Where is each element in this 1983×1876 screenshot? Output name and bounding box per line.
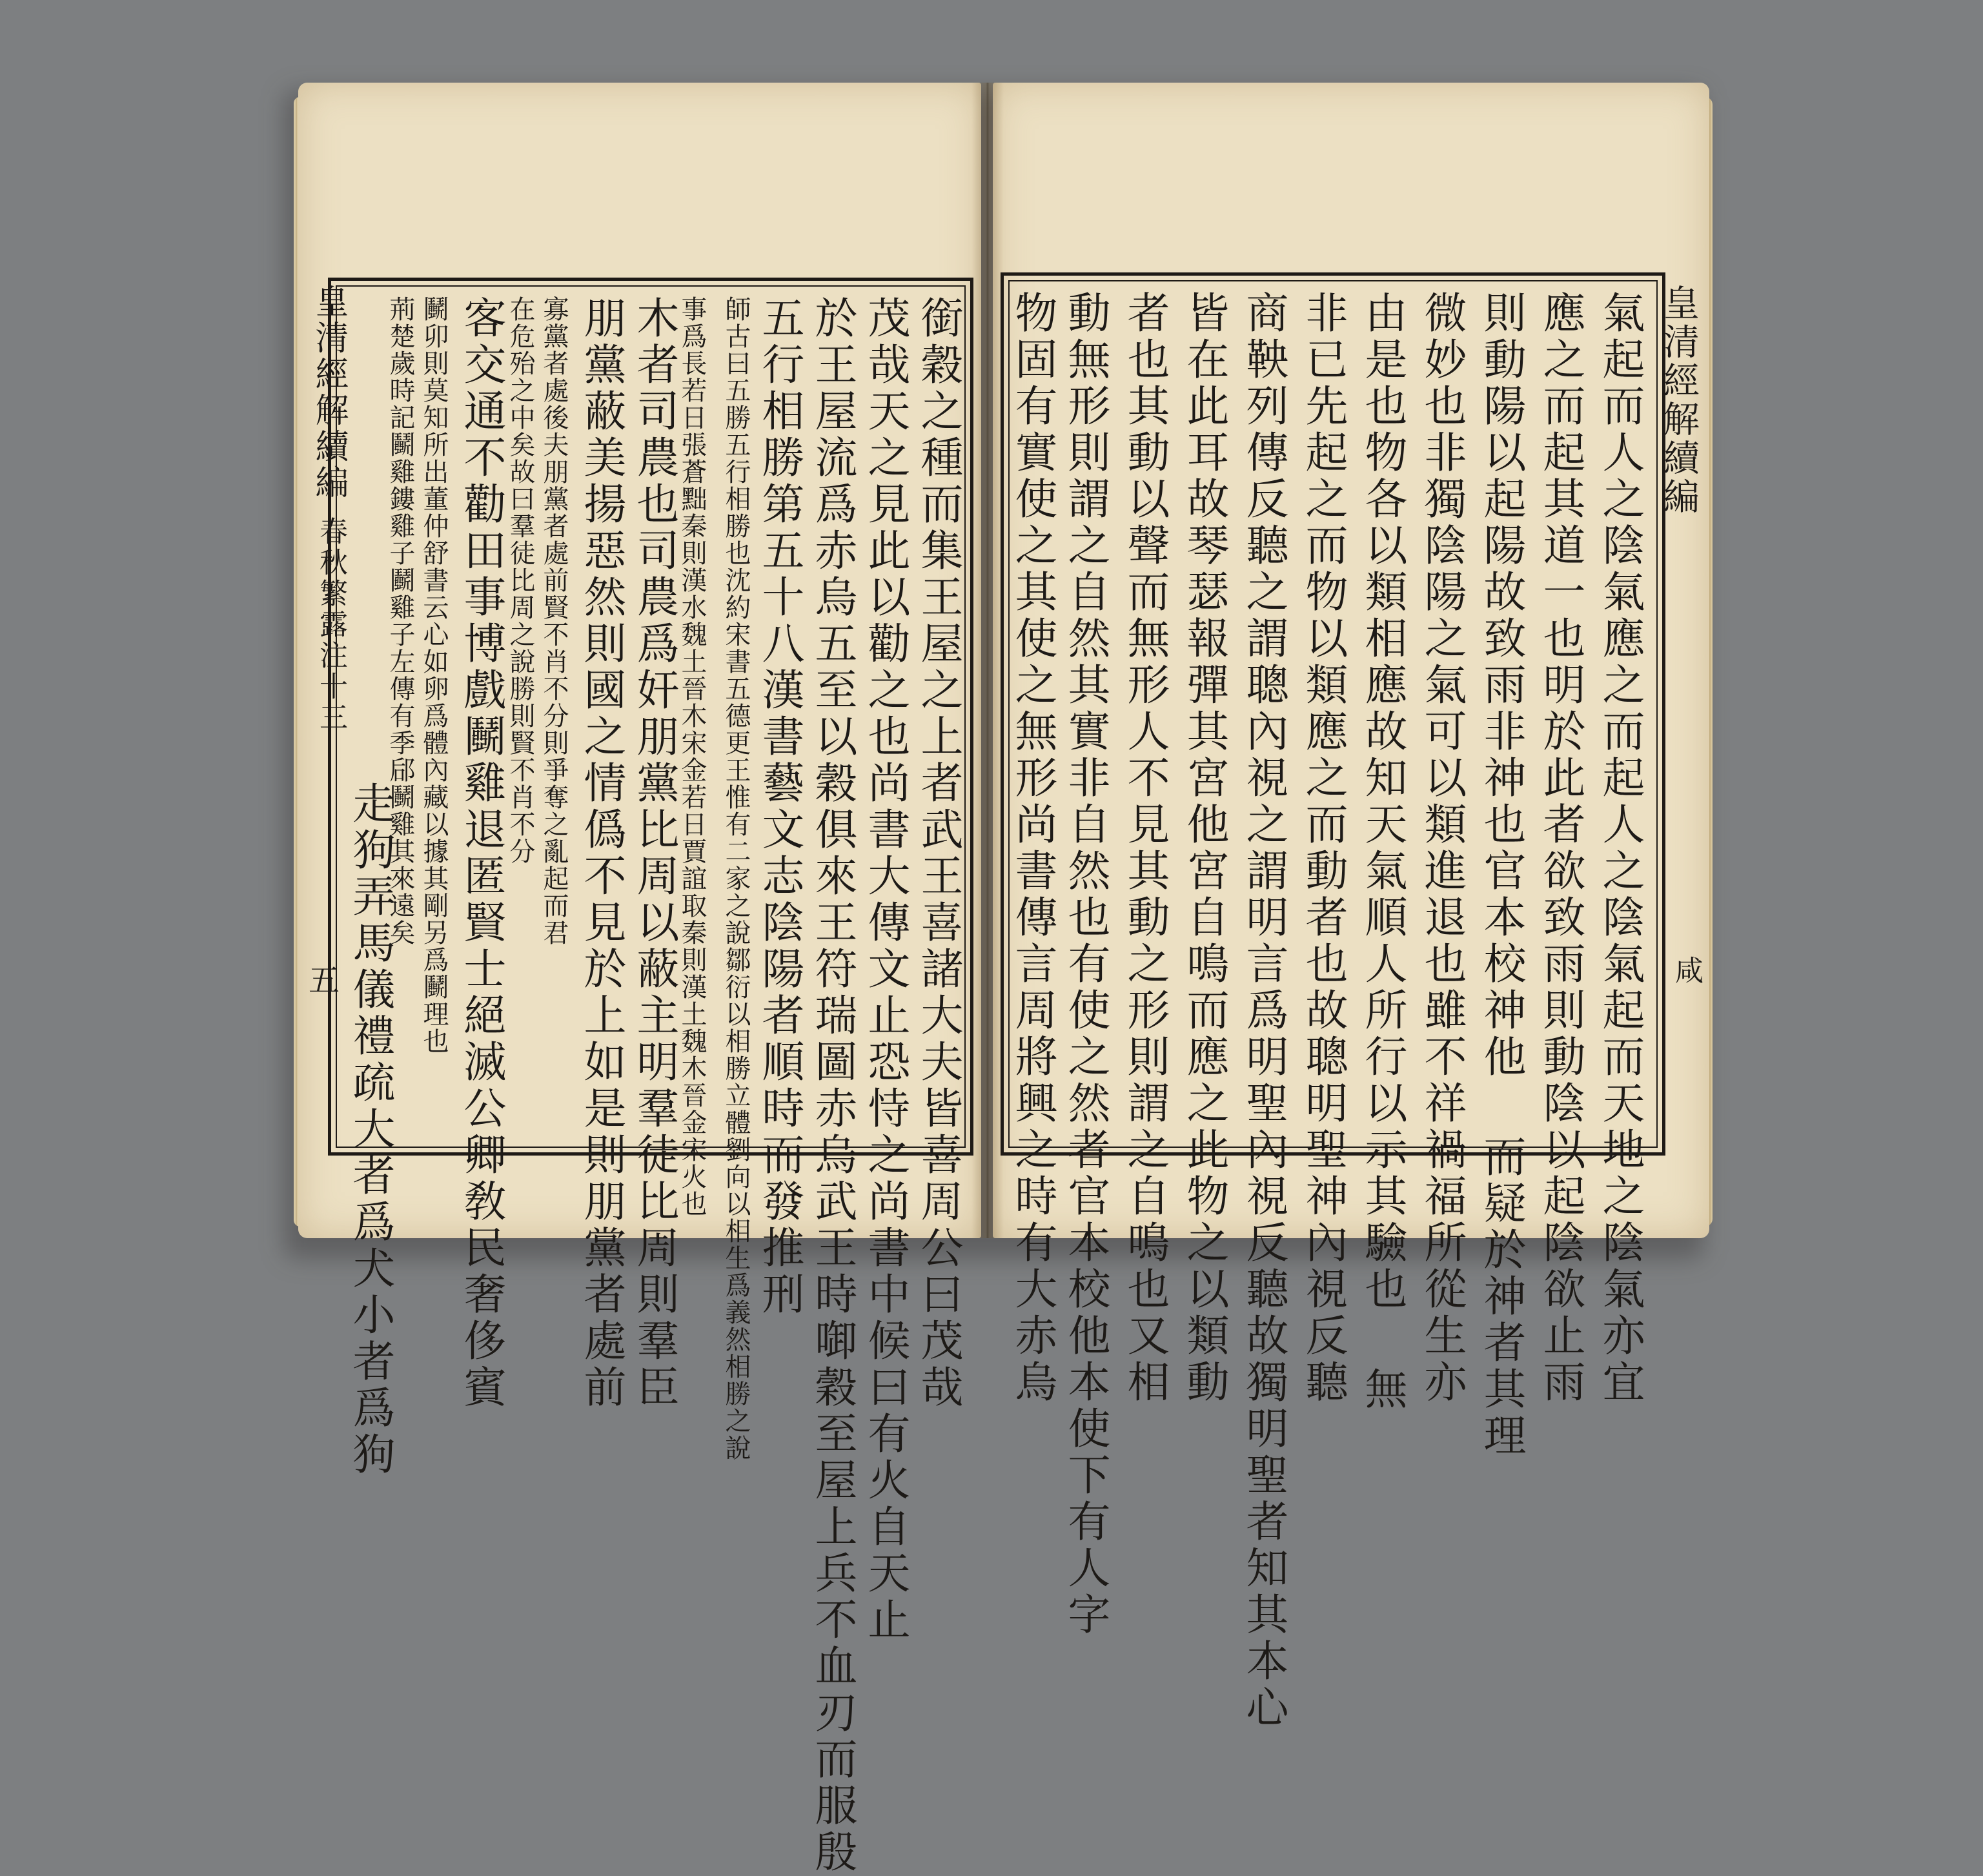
right-column-3: 則動陽以起陽故致雨非神也官本校神他 而疑於神者其理 [1476,291,1526,1460]
left-column-3: 於王屋流爲赤烏五至以穀俱來王符瑞圖赤烏武王時啣穀至屋上兵不血刃而服殷 [808,296,857,1876]
left-column-14: 走狗弄馬儀禮疏大者爲犬小者爲狗 [345,781,395,1478]
left-column-5: 師古曰五勝五行相勝也沈約宋書五德更王惟有二家之說鄒衍以相勝立體劉向以相生爲義然相勝之說 [721,296,751,1462]
right-column-2: 應之而起其道一也明於此者欲致雨則動陰以起陰欲止雨 [1536,291,1585,1406]
left-column-2: 茂哉天之見此以勸之也尚書大傳文止恐恃之尚書中候曰有火自天止 [860,296,910,1644]
left-page-number: 五 [309,963,340,999]
right-column-10: 動無形則謂之自然其實非自然也有使之然者官本校他本使下有人字 [1061,291,1110,1638]
left-margin-subtitle: 春秋繁露注十三 [314,516,347,733]
left-margin-title: 皇清經解續編 [309,284,348,501]
right-column-6: 非已先起之而物以類應之而動者也故聰明聖神內視反聽 [1298,291,1348,1406]
left-column-10: 在危殆之中矣故曰羣徒比周之說勝則賢不肖不分 [505,296,535,865]
left-column-13: 荊楚歲時記鬭雞鏤雞子鬬雞子左傳有季郈鬭雞其來遠矣 [385,296,415,946]
right-margin-side: 咸 [1670,955,1703,986]
left-column-1: 銜穀之種而集王屋之上者武王喜諸大夫皆喜周公曰茂哉 [913,296,963,1411]
right-column-5: 由是也物各以類相應故知天氣順人所行以示其驗也 無 [1358,291,1407,1413]
left-column-6: 事爲長若日張蒼黜秦則漢水魏土晉木宋金若日賈誼取秦則漢土魏木晉金宋火也 [677,296,707,1218]
book-gutter [971,83,1004,1238]
right-margin-title: 皇清經解續編 [1658,284,1700,516]
left-column-9: 寡黨者處後夫朋黨者處前賢不肖不分則爭奪之亂起而君 [539,296,569,946]
right-column-4: 微妙也非獨陰陽之氣可以類進退也雖不祥禍福所從生亦 [1417,291,1467,1406]
left-column-11: 客交通不勸田事博戲鬭雞退匿賢士絕滅公卿敎民奢侈賓 [456,296,506,1411]
left-column-4: 五行相勝第五十八漢書藝文志陰陽者順時而發推刑 [755,296,804,1318]
right-column-7: 商鞅列傳反聽之謂聰內視之謂明言爲明聖內視反聽故獨明聖者知其本心 [1239,291,1288,1731]
left-column-8: 朋黨蔽美揚惡然則國之情僞不見於上如是則朋黨者處前 [576,296,626,1411]
left-column-7: 木者司農也司農爲奸朋黨比周以蔽主明羣徒比周則羣臣 [629,296,679,1411]
right-column-8: 皆在此耳故琴瑟報彈其宮他宮自鳴而應之此物之以類動 [1179,291,1229,1406]
left-column-12: 鬭卯則莫知所出董仲舒書云心如卵爲體內藏以據其剛另爲鬭理也 [419,296,449,1055]
right-column-9: 者也其動以聲而無形人不見其動之形則謂之自鳴也又相 [1120,291,1170,1406]
right-column-11: 物固有實使之其使之無形尚書傳言周將興之時有大赤烏 [1008,291,1057,1406]
right-column-1: 氣起而人之陰氣應之而起人之陰氣起而天地之陰氣亦宜 [1595,291,1645,1406]
